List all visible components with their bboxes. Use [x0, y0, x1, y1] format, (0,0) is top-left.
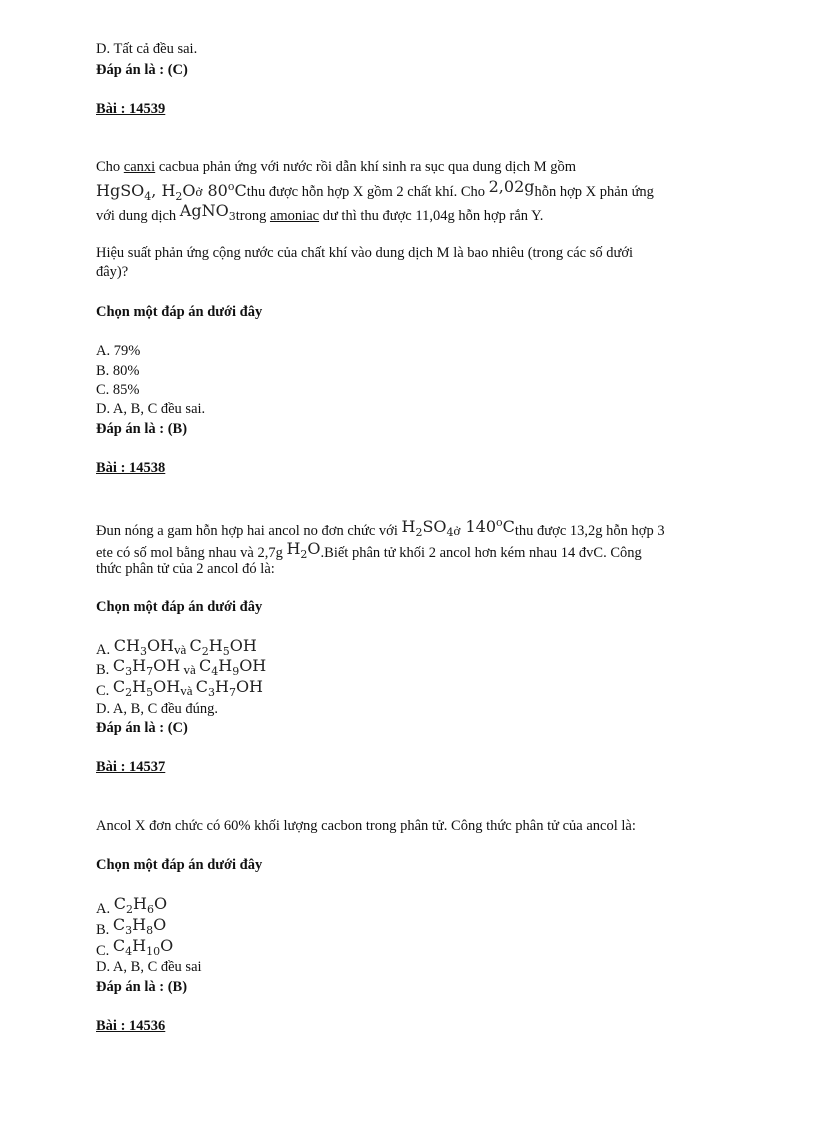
formula-c2h6o: $C_2H_6O$: [113, 894, 168, 916]
text: thu được 13,2g hỗn hợp 3: [514, 523, 665, 539]
option-d[interactable]: D. A, B, C đều sai.: [96, 401, 206, 417]
text: Cho: [96, 159, 124, 175]
option-c[interactable]: C. 85%: [96, 382, 140, 398]
option-a[interactable]: A. $C_2H_6O$: [96, 894, 168, 917]
answer-line: Đáp án là : (C): [96, 62, 188, 78]
question-text-line: Ancol X đơn chức có 60% khối lượng cacbon trong phân tử. Công thức phân tử của ancol là:: [96, 818, 636, 834]
formula-c3h8o: $C_3H_8O$: [112, 915, 167, 937]
text: với dung dịch: [96, 208, 180, 224]
formula-ch3oh: $CH_3OH$: [113, 636, 175, 658]
answer-line: Đáp án là : (C): [96, 720, 188, 736]
option-a[interactable]: A. $CH_3OHvà$ $C_2H_5OH$: [96, 636, 257, 658]
text: thu được hỗn hợp X gồm 2 chất khí. Cho: [246, 184, 489, 200]
formula-c2h5oh: $C_2H_5OH$: [112, 677, 181, 699]
question-heading: Bài : 14538: [96, 460, 166, 476]
option-d: D. Tất cả đều sai.: [96, 41, 198, 57]
formula-h2so4: $H_2SO_4$: [401, 517, 454, 539]
option-b[interactable]: B. 80%: [96, 363, 140, 379]
text: trong: [235, 208, 270, 224]
text: dư thì thu được 11,04g hỗn hợp rắn Y.: [319, 208, 544, 224]
text: cacbua phản ứng với nước rồi dẫn khí sinh ra sục qua dung dịch M gồm: [155, 159, 577, 175]
question-text-line: [96, 158, 576, 176]
formula-c4h10o: $C_4H_{10}O$: [112, 936, 174, 958]
question-text-line: thức phân tử của 2 ancol đó là:: [96, 561, 275, 577]
text: ete có số mol bằng nhau và 2,7g: [96, 545, 287, 561]
choose-prompt: Chọn một đáp án dưới đây: [96, 599, 263, 615]
formula-c4h9oh: $C_4H_9OH$: [198, 656, 267, 678]
formula-hgso4-h2o: HgSO$_4$, $H_2O$: [96, 181, 196, 203]
option-b[interactable]: B. $C_3H_8O$: [96, 915, 167, 938]
term-link-amoniac[interactable]: amoniac: [269, 208, 320, 224]
answer-line: Đáp án là : (B): [96, 979, 188, 995]
text: ở: [195, 184, 203, 199]
question-text-line: đây)?: [96, 264, 129, 280]
formula-c3h7oh: $C_3H_7OH$: [195, 677, 264, 699]
text: hỗn hợp X phản ứng: [534, 184, 654, 200]
choose-prompt: Chọn một đáp án dưới đây: [96, 304, 263, 320]
question-text-line: [96, 518, 665, 540]
formula-agno3: AgNO$_3$: [179, 201, 236, 223]
question-text-line: [96, 178, 654, 201]
question-text-line: [96, 202, 543, 225]
option-c[interactable]: C. $C_4H_{10}O$: [96, 936, 174, 959]
option-c[interactable]: C. $C_2H_5OHvà$ $C_3H_7OH$: [96, 677, 264, 699]
question-text-line: Hiệu suất phản ứng cộng nước của chất khí vào dung dịch M là bao nhiêu (trong các số dưới: [96, 245, 634, 261]
question-heading: Bài : 14537: [96, 759, 166, 775]
question-heading: Bài : 14539: [96, 101, 166, 117]
question-heading: Bài : 14536: [96, 1018, 166, 1034]
term-link-canxi[interactable]: canxi: [123, 159, 156, 175]
question-text-line: [96, 540, 642, 562]
choose-prompt: Chọn một đáp án dưới đây: [96, 857, 263, 873]
text: .Biết phân tử khối 2 ancol hơn kém nhau 14 đvC. Công: [320, 545, 642, 561]
text: ở: [453, 523, 461, 538]
formula-temperature: 80$^o$C: [202, 180, 247, 200]
formula-temperature: 140$^o$C: [460, 516, 515, 536]
text: Đun nóng a gam hỗn hợp hai ancol no đơn chức với: [96, 523, 402, 539]
formula-c2h5oh: $C_2H_5OH$: [189, 636, 257, 658]
option-d[interactable]: D. A, B, C đều đúng.: [96, 701, 219, 717]
option-a[interactable]: A. 79%: [96, 343, 141, 359]
formula-h2o: $H_2O$: [286, 539, 321, 561]
option-d[interactable]: D. A, B, C đều sai: [96, 959, 202, 975]
formula-mass: 2,02g: [488, 177, 535, 196]
answer-line: Đáp án là : (B): [96, 421, 188, 437]
option-b[interactable]: B. $C_3H_7OH$ và $C_4H_9OH$: [96, 656, 267, 678]
formula-c3h7oh: $C_3H_7OH$: [112, 656, 181, 678]
